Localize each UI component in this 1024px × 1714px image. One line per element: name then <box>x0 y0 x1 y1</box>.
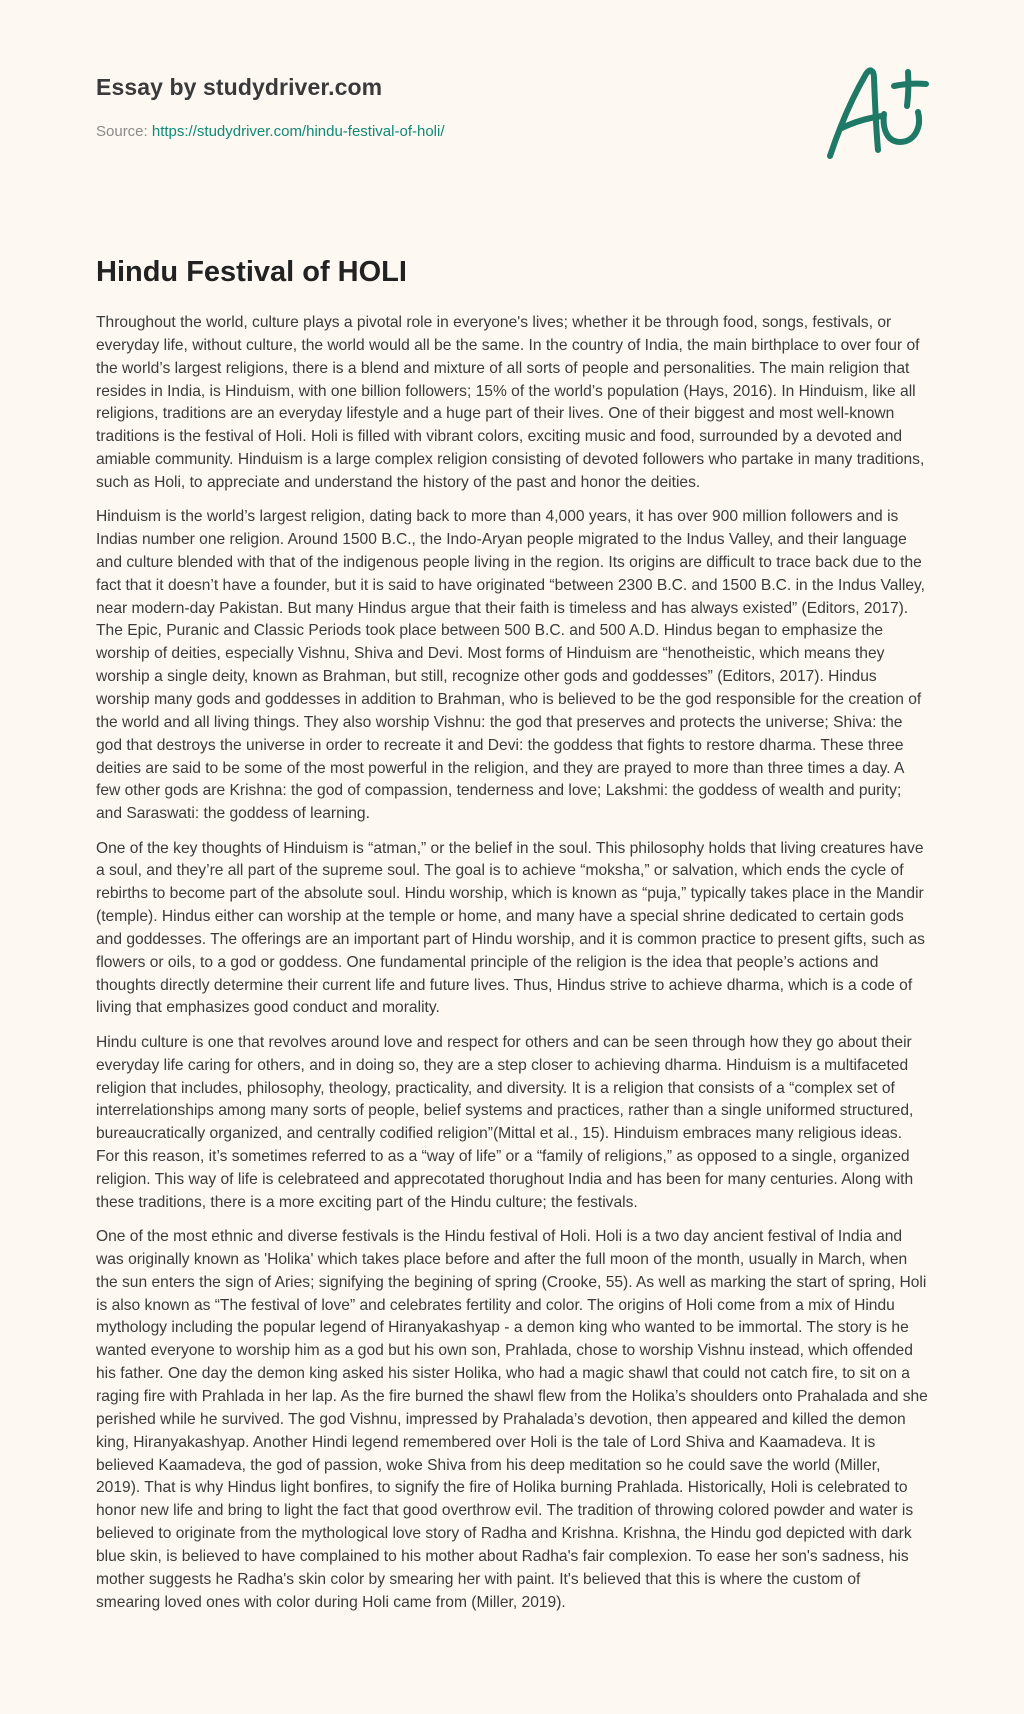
essay-page <box>96 0 928 1714</box>
paragraph: One of the most ethnic and diverse festivals is the Hindu festival of Holi. Holi is a two day ancient festival of India and was originally known as 'Holika' which takes place before and after the full moon of the month, usually in March, when the sun enters the sign of Aries; signifying the begining of spring (Crooke, 55). As well as marking the start of spring, Holi is also known as “The festival of love” and celebrates fertility and color. The origins of Holi come from a mix of Hindu mythology including the popular legend of Hiranyakashyap - a demon king who wanted to be immortal. The story is he wanted everyone to worship him as a god but his own son, Prahlada, chose to worship Vishnu instead, which offended his father. One day the demon king asked his sister Holika, who had a magic shawl that could not catch fire, to sit on a raging fire with Prahlada in her lap. As the fire burned the shawl flew from the Holika’s shoulders onto Prahalada and she perished while he survived. The god Vishnu, impressed by Prahalada’s devotion, then appeared and killed the demon king, Hiranyakashyap. Another Hindi legend remembered over Holi is the tale of Lord Shiva and Kaamadeva. It is believed Kaamadeva, the god of passion, woke Shiva from his deep meditation so he could save the world (Miller, 2019). That is why Hindus light bonfires, to signify the fire of Holika burning Prahlada. Historically, Holi is celebrated to honor new life and bring to light the fact that good overthrow evil. The tradition of throwing colored powder and water is believed to originate from the mythological love story of Radha and Krishna. Krishna, the Hindu god depicted with dark blue skin, is believed to have complained to his mother about Radha's fair complexion. To ease her son's sadness, his mother suggests he Radha's skin color by smearing her with paint. It's believed that this is where the custom of smearing loved ones with color during Holi came from (Miller, 2019). <box>96 1228 928 1611</box>
paragraph: Throughout the world, culture plays a pivotal role in everyone's lives; whether it be through food, songs, festivals, or everyday life, without culture, the world would all be the same. In the country of India, the main birthplace to over four of the world’s largest religions, there is a blend and mixture of all sorts of people and personalities. The main religion that resides in India, is Hinduism, with one billion followers; 15% of the world’s population (Hays, 2016). In Hinduism, like all religions, traditions are an everyday lifestyle and a huge part of their lives. One of their biggest and most well-known traditions is the festival of Holi. Holi is filled with vibrant colors, exciting music and food, surrounded by a devoted and amiable community. Hinduism is a large complex religion consisting of devoted followers who partake in many traditions, such as Holi, to appreciate and understand the history of the past and honor the deities. <box>96 314 925 491</box>
paragraph: Hinduism is the world’s largest religion, dating back to more than 4,000 years, it has over 900 million followers and is Indias number one religion. Around 1500 B.C., the Indo-Aryan people migrated to the Indus Valley, and their language and culture blended with that of the indigenous people living in the region. Its origins are difficult to trace back due to the fact that it doesn’t have a founder, but it is said to have originated “between 2300 B.C. and 1500 B.C. in the Indus Valley, near modern-day Pakistan. But many Hindus argue that their faith is timeless and has always existed” (Editors, 2017). The Epic, Puranic and Classic Periods took place between 500 B.C. and 500 A.D. Hindus began to emphasize the worship of deities, especially Vishnu, Shiva and Devi. Most forms of Hinduism are “henotheistic, which means they worship a single deity, known as Brahman, but still, recognize other gods and goddesses” (Editors, 2017). Hindus worship many gods and goddesses in addition to Brahman, who is believed to be the god responsible for the creation of the world and all living things. They also worship Vishnu: the god that preserves and protects the universe; Shiva: the god that destroys the universe in order to recreate it and Devi: the goddess that fights to restore dharma. These three deities are said to be some of the most powerful in the religion, and they are prayed to more than three times a day. A few other gods are Krishna: the god of compassion, tenderness and love; Lakshmi: the goddess of wealth and purity; and Saraswati: the goddess of learning. <box>96 508 926 823</box>
essay-body <box>96 312 928 1626</box>
source-link[interactable]: https://studydriver.com/hindu-festival-of-holi/ <box>151 123 445 140</box>
site-title: Essay by studydriver.com <box>96 74 383 100</box>
source-line <box>96 123 445 140</box>
document-title: Hindu Festival of HOLI <box>96 256 407 288</box>
source-label: Source: <box>96 123 148 140</box>
a-plus-logo-icon <box>824 42 934 168</box>
paragraph: Hindu culture is one that revolves around love and respect for others and can be seen through how they go about their everyday life caring for others, and in doing so, they are a step closer to achieving dharma. Hinduism is a multifaceted religion that includes, philosophy, theology, practicality, and diversity. It is a religion that consists of a “complex set of interrelationships among many sorts of people, belief systems and practices, rather than a single uniformed structured, bureaucratically organized, and centrally codified religion”(Mittal et al., 15). Hinduism embraces many religious ideas. For this reason, it’s sometimes referred to as a “way of life” or a “family of religions,” as opposed to a single, organized religion. This way of life is celebrateed and apprecotated thorughout India and has been for many centuries. Along with these traditions, there is a more exciting part of the Hindu culture; the festivals. <box>96 1033 914 1211</box>
paragraph: One of the key thoughts of Hinduism is “atman,” or the belief in the soul. This philosophy holds that living creatures have a soul, and they’re all part of the supreme soul. The goal is to achieve “moksha,” or salvation, which ends the cycle of rebirths to become part of the absolute soul. Hindu worship, which is known as “puja,” typically takes place in the Mandir (temple). Hindus either can worship at the temple or home, and many have a special shrine dedicated to certain gods and goddesses. The offerings are an important part of Hindu worship, and it is common practice to present gifts, such as flowers or oils, to a god or goddess. One fundamental principle of the religion is the idea that people’s actions and thoughts directly determine their current life and future lives. Thus, Hindus strive to achieve dharma, which is a code of living that emphasizes good conduct and morality. <box>96 839 925 1017</box>
